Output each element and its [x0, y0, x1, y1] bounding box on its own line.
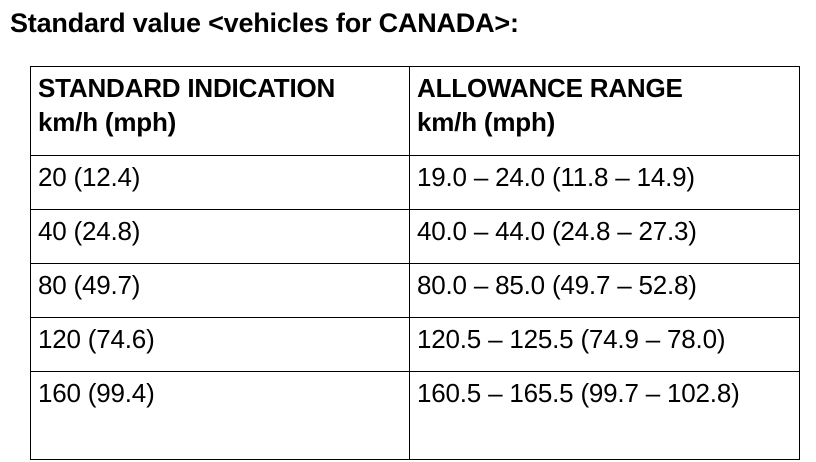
table-row [31, 210, 800, 264]
standard-indication-cell: 40 (24.8) [31, 210, 410, 264]
header-standard-indication-label: STANDARD INDICATION [38, 73, 336, 103]
header-standard-indication-unit: km/h (mph) [38, 107, 177, 137]
allowance-range-cell: 120.5 – 125.5 (74.9 – 78.0) [410, 318, 800, 372]
table-row [31, 264, 800, 318]
allowance-range-cell: 40.0 – 44.0 (24.8 – 27.3) [410, 210, 800, 264]
table-row [31, 372, 800, 460]
allowance-range-cell: 160.5 – 165.5 (99.7 – 102.8) [410, 372, 800, 460]
table-row [31, 156, 800, 210]
standard-value-table [30, 66, 800, 460]
header-standard-indication [31, 67, 410, 156]
standard-indication-cell: 160 (99.4) [31, 372, 410, 460]
allowance-range-cell: 19.0 – 24.0 (11.8 – 14.9) [410, 156, 800, 210]
header-allowance-range [410, 67, 800, 156]
page-title: Standard value <vehicles for CANADA>: [10, 8, 519, 38]
table-header-row [31, 67, 800, 156]
standard-indication-cell: 120 (74.6) [31, 318, 410, 372]
allowance-range-cell: 80.0 – 85.0 (49.7 – 52.8) [410, 264, 800, 318]
table-row [31, 318, 800, 372]
standard-indication-cell: 80 (49.7) [31, 264, 410, 318]
header-allowance-range-label: ALLOWANCE RANGE [417, 73, 683, 103]
header-allowance-range-unit: km/h (mph) [417, 107, 556, 137]
standard-indication-cell: 20 (12.4) [31, 156, 410, 210]
